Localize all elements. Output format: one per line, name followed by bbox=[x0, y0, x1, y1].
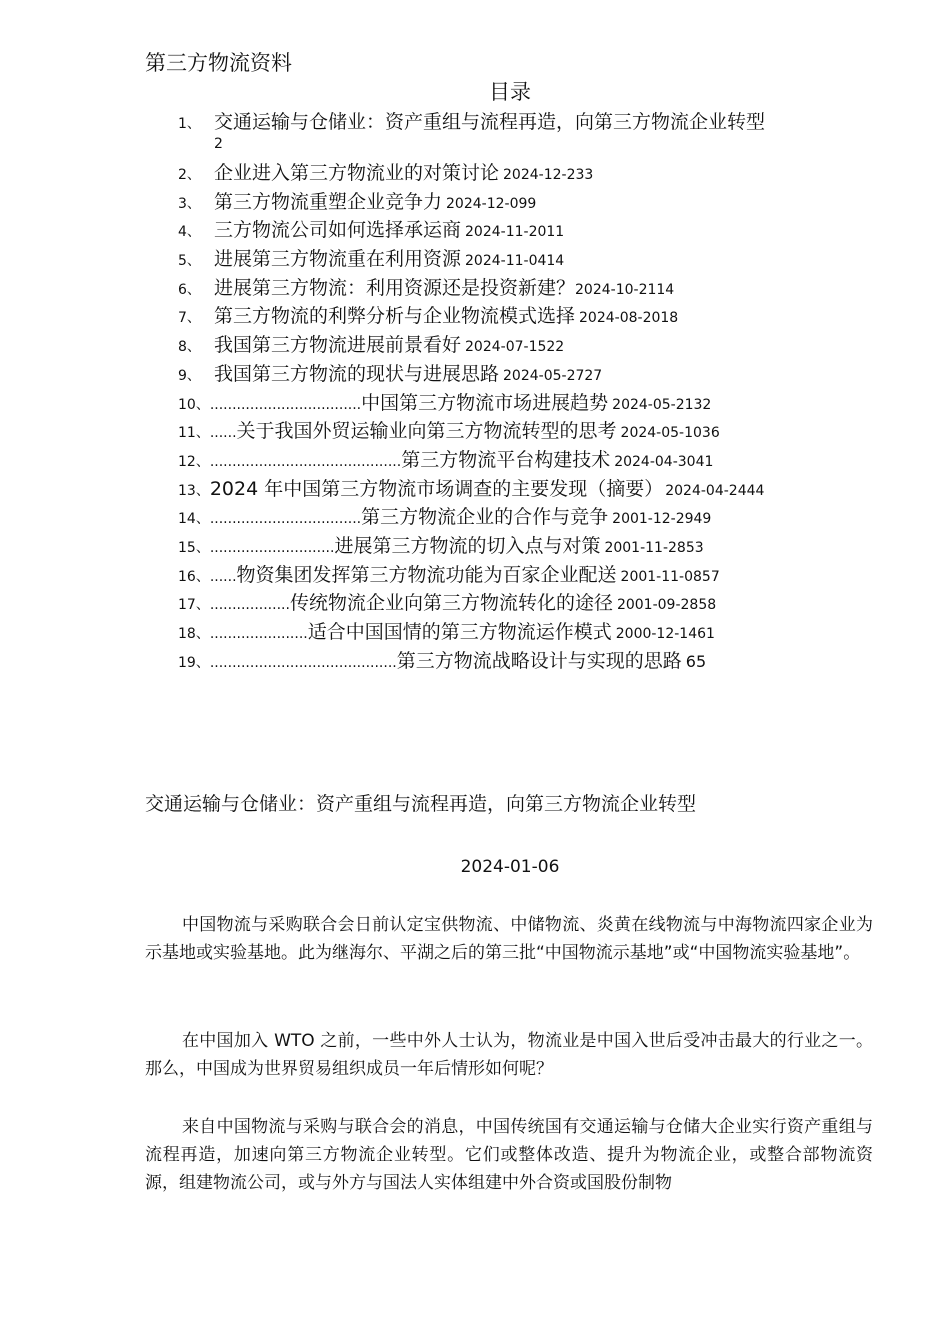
toc-entry[interactable] bbox=[178, 244, 898, 273]
toc-entry[interactable] bbox=[178, 215, 898, 244]
toc-entry[interactable] bbox=[178, 416, 898, 445]
toc-entry-leader: ........................................... bbox=[209, 453, 402, 470]
toc-entry-number: 8、 bbox=[178, 339, 201, 356]
toc-entry-page: 2 bbox=[214, 136, 223, 152]
toc-entry[interactable] bbox=[178, 158, 898, 187]
toc-entry-page: 2024-11-0414 bbox=[465, 253, 565, 270]
toc-entry-leader: ...... bbox=[209, 425, 237, 442]
toc-entry[interactable] bbox=[178, 531, 898, 560]
toc-entry-number: 2、 bbox=[178, 167, 201, 183]
toc-entry-leader: ...... bbox=[209, 568, 237, 585]
toc-entry-text: 进展第三方物流：利用资源还是投资新建？ bbox=[214, 276, 576, 299]
toc-entry-number: 14、 bbox=[178, 511, 210, 528]
toc-entry-page: 2024-10-2114 bbox=[575, 281, 675, 298]
toc-entry[interactable] bbox=[178, 330, 898, 359]
toc-entry[interactable] bbox=[178, 301, 898, 330]
toc-entry-page: 2001-11-0857 bbox=[620, 568, 720, 585]
toc-entry-page: 2024-05-1036 bbox=[620, 425, 720, 442]
toc-entry-number: 17、 bbox=[178, 597, 210, 614]
toc-entry-number: 11、 bbox=[178, 425, 210, 442]
toc-entry[interactable] bbox=[178, 646, 898, 675]
toc-entry[interactable] bbox=[178, 617, 898, 646]
toc-entry[interactable] bbox=[178, 560, 898, 589]
section-title: 交通运输与仓储业：资产重组与流程再造，向第三方物流企业转型 bbox=[145, 793, 697, 815]
toc-entry-number: 19、 bbox=[178, 654, 210, 671]
toc-entry-leader: .......................................... bbox=[209, 654, 397, 671]
toc-entry[interactable] bbox=[178, 445, 898, 474]
toc-entry-page: 2024-12-099 bbox=[446, 195, 537, 212]
toc-entry-text: 第三方物流平台构建技术 bbox=[401, 448, 611, 471]
toc-entry[interactable] bbox=[178, 588, 898, 617]
toc-entry-number: 1、 bbox=[178, 116, 201, 132]
toc-entry-text: 关于我国外贸运输业向第三方物流转型的思考 bbox=[236, 420, 617, 443]
toc-entry-page: 2001-11-2853 bbox=[604, 539, 704, 556]
toc-entry-text: 中国第三方物流市场进展趋势 bbox=[361, 391, 609, 414]
toc-entry-page: 2024-11-2011 bbox=[465, 224, 565, 241]
table-of-contents bbox=[178, 107, 898, 674]
body-paragraph: 来自中国物流与采购与联合会的消息，中国传统国有交通运输与仓储大企业实行资产重组与流程再造，加速向第三方物流企业转型。它们或整体改造、提升为物流企业，或整合部物流资源，组建物流公司，或与外方与国法人实体组建中外合资或国股份制物 bbox=[145, 1117, 873, 1193]
toc-entry-number: 13、 bbox=[178, 482, 210, 499]
toc-entry-text: 企业进入第三方物流业的对策讨论 bbox=[214, 162, 500, 184]
toc-entry-text: 三方物流公司如何选择承运商 bbox=[214, 219, 462, 242]
section-date: 2024-01-06 bbox=[460, 857, 560, 877]
toc-entry-page: 2024-04-3041 bbox=[614, 453, 714, 470]
toc-entry-page: 65 bbox=[685, 651, 707, 671]
toc-entry-number: 16、 bbox=[178, 568, 210, 585]
toc-entry-leader: .................................. bbox=[209, 396, 362, 413]
toc-entry[interactable] bbox=[178, 502, 898, 531]
toc-entry-text: 第三方物流企业的合作与竞争 bbox=[361, 506, 609, 529]
toc-entry[interactable] bbox=[178, 187, 898, 216]
toc-entry-text: 我国第三方物流进展前景看好 bbox=[214, 334, 462, 357]
toc-entry-page: 2001-09-2858 bbox=[616, 597, 717, 614]
toc-entry-text: 第三方物流重塑企业竞争力 bbox=[214, 190, 443, 213]
toc-entry-text: 物资集团发挥第三方物流功能为百家企业配送 bbox=[236, 563, 617, 586]
toc-entry-text: 进展第三方物流的切入点与对策 bbox=[334, 534, 601, 557]
toc-entry-number: 7、 bbox=[178, 310, 201, 327]
toc-entry-number: 3、 bbox=[178, 195, 201, 212]
toc-heading: 目录 bbox=[489, 80, 531, 104]
toc-entry-leader: .................................. bbox=[209, 511, 362, 528]
toc-entry-text: 交通运输与仓储业：资产重组与流程再造，向第三方物流企业转型 bbox=[214, 111, 766, 133]
toc-entry-number: 15、 bbox=[178, 539, 210, 556]
toc-entry[interactable] bbox=[178, 388, 898, 417]
toc-entry-number: 10、 bbox=[178, 396, 210, 413]
toc-entry-number: 9、 bbox=[178, 367, 201, 384]
toc-entry-text: 第三方物流战略设计与实现的思路 bbox=[396, 649, 682, 672]
toc-entry-text: 适合中国国情的第三方物流运作模式 bbox=[307, 621, 612, 643]
toc-entry-page: 2024-05-2132 bbox=[612, 396, 712, 413]
toc-entry-leader: ...................... bbox=[209, 626, 308, 642]
toc-entry-page: 2024-07-1522 bbox=[465, 339, 565, 356]
toc-entry-page: 2024-08-2018 bbox=[579, 310, 679, 327]
toc-entry-number: 4、 bbox=[178, 224, 201, 241]
document-title: 第三方物流资料 bbox=[145, 51, 292, 75]
toc-entry-number: 5、 bbox=[178, 253, 201, 270]
toc-entry-page: 2024-12-233 bbox=[503, 167, 594, 183]
toc-entry-text: 第三方物流的利弊分析与企业物流模式选择 bbox=[214, 305, 576, 328]
toc-entry-text: 我国第三方物流的现状与进展思路 bbox=[214, 362, 500, 385]
toc-entry-page: 2000-12-1461 bbox=[615, 626, 715, 642]
toc-entry-leader: ............................ bbox=[209, 539, 335, 556]
toc-entry[interactable] bbox=[178, 273, 898, 302]
toc-entry-number: 6、 bbox=[178, 281, 201, 298]
toc-entry[interactable] bbox=[178, 107, 898, 152]
toc-entry[interactable] bbox=[178, 474, 898, 503]
body-paragraph: 中国物流与采购联合会日前认定宝供物流、中储物流、炎黄在线物流与中海物流四家企业为示基地或实验基地。此为继海尔、平湖之后的第三批“中国物流示基地”或“中国物流实验基地”。 bbox=[145, 915, 873, 963]
toc-entry-number: 18、 bbox=[178, 626, 210, 642]
toc-entry-text: 传统物流企业向第三方物流转化的途径 bbox=[289, 592, 613, 615]
toc-entry-page: 2024-05-2727 bbox=[503, 367, 603, 384]
toc-entry[interactable] bbox=[178, 359, 898, 388]
body-paragraph: 在中国加入 WTO 之前，一些中外人士认为，物流业是中国入世后受冲击最大的行业之一。那么，中国成为世界贸易组织成员一年后情形如何呢？ bbox=[145, 1031, 873, 1079]
toc-entry-page: 2024-04-2444 bbox=[665, 482, 765, 499]
toc-entry-text: 进展第三方物流重在利用资源 bbox=[214, 248, 462, 271]
toc-entry-number: 12、 bbox=[178, 453, 210, 470]
toc-entry-text: 2024 年中国第三方物流市场调查的主要发现（摘要） bbox=[209, 477, 664, 500]
toc-entry-leader: .................. bbox=[209, 597, 290, 614]
toc-entry-page: 2001-12-2949 bbox=[612, 511, 712, 528]
